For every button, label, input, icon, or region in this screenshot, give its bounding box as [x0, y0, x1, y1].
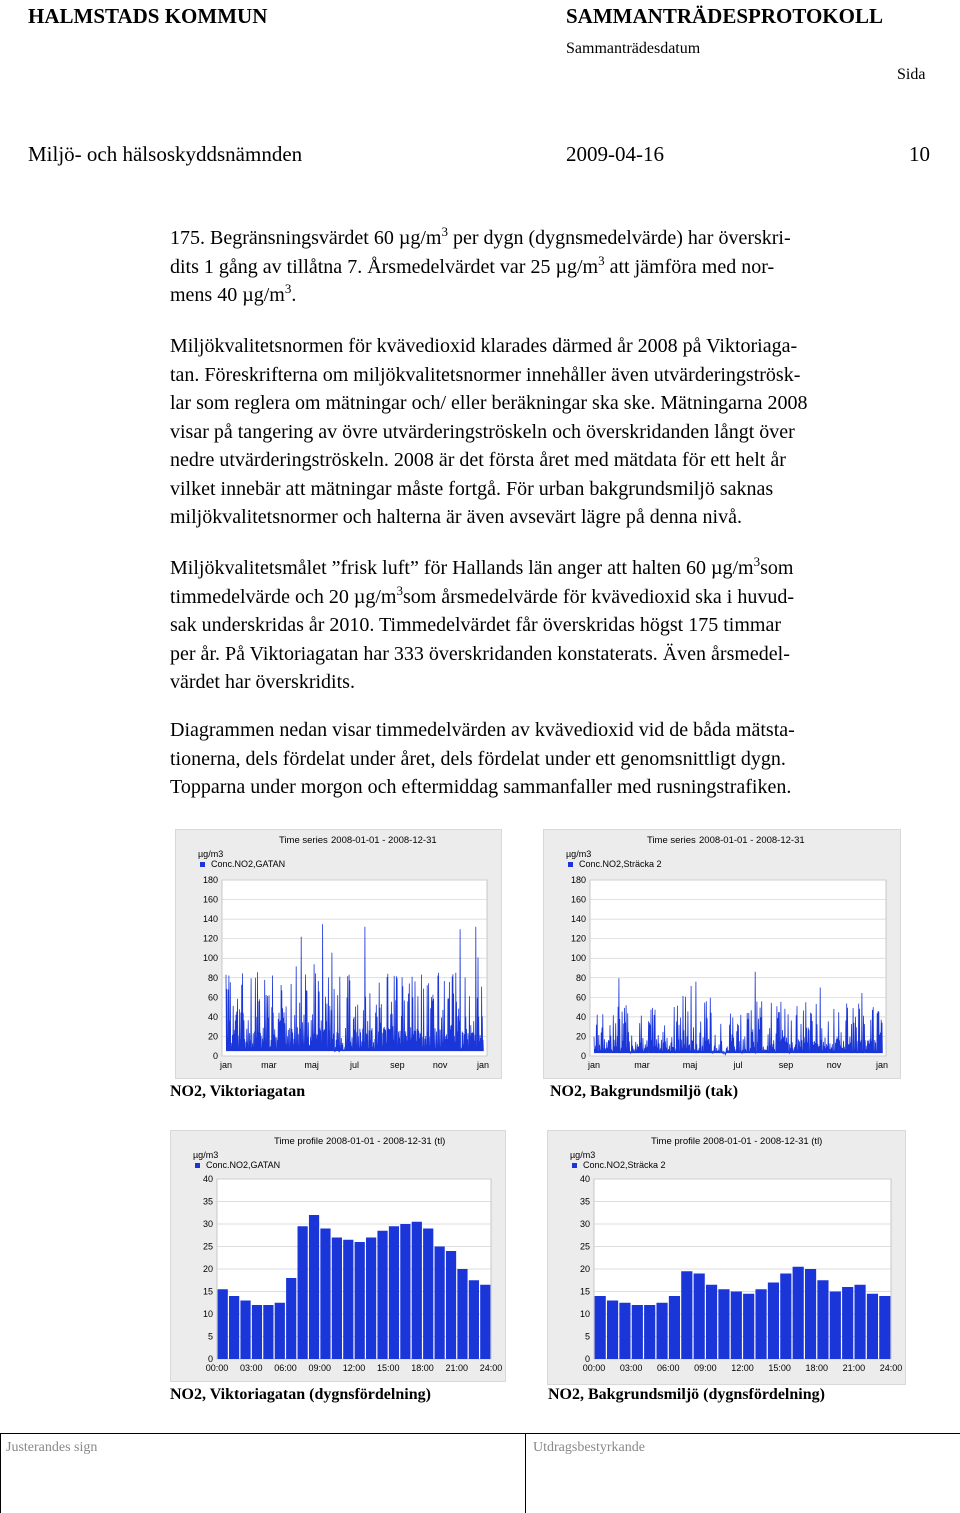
x-tick-label: 12:00: [342, 1363, 366, 1373]
bar: [457, 1269, 467, 1359]
x-tick-label: 15:00: [768, 1363, 791, 1373]
y-tick-label: 5: [207, 1331, 213, 1342]
legend-label: Conc.NO2,GATAN: [206, 1160, 281, 1170]
bar: [694, 1274, 705, 1360]
bar: [275, 1303, 285, 1359]
bar: [309, 1215, 319, 1359]
y-tick-label: 0: [584, 1354, 590, 1364]
committee-name: Miljö- och hälsoskyddsnämnden: [28, 142, 303, 166]
x-tick-label: jan: [219, 1060, 233, 1070]
legend-label: Conc.NO2,Sträcka 2: [583, 1160, 666, 1170]
x-tick-label: jul: [733, 1060, 743, 1070]
bar: [830, 1292, 841, 1360]
bar: [389, 1226, 399, 1359]
document-type: SAMMANTRÄDESPROTOKOLL: [566, 4, 883, 28]
chart-title: Time series: [647, 835, 696, 846]
chart-period: 2008-01-01 - 2008-12-31 (tl): [703, 1136, 823, 1147]
legend-swatch: [572, 1163, 577, 1168]
chart-time-profile-viktoriagatan: [170, 1130, 506, 1382]
chart-4-svg: [548, 1131, 905, 1384]
bar: [218, 1289, 228, 1359]
paragraph-2: Miljökvalitetsnormen för kvävedioxid klarades därmed år 2008 på Viktoriaga- tan. Föreskrifterna om miljökvalitetsnormer innehåller även utvärderingströsk- lar som reglera om mätningar och/ eller beräkningar ska ske. Mätningarna 2008 visar på tangering av övre utvärderingströskeln och överskridanden långt över nedre utvärderingströskeln. 2008 är det första året med mätdata för ett helt år vilket innebär att mätningar måste fortgå. För urban bakgrundsmiljö saknas miljökvalitetsnormer och halterna är även avsevärt lägre på denna nivå.: [170, 335, 808, 528]
chart-period: 2008-01-01 - 2008-12-31: [699, 835, 805, 846]
y-tick-label: 20: [575, 1031, 586, 1042]
bar: [332, 1238, 342, 1360]
x-tick-label: sep: [390, 1060, 405, 1070]
y-axis-unit: µg/m3: [566, 849, 592, 859]
bar: [446, 1251, 456, 1359]
y-tick-label: 10: [579, 1309, 590, 1319]
bar: [286, 1278, 296, 1359]
x-tick-label: nov: [826, 1060, 842, 1070]
chart-period: 2008-01-01 - 2008-12-31 (tl): [326, 1136, 446, 1147]
x-tick-label: sep: [778, 1060, 794, 1070]
x-tick-label: 00:00: [582, 1363, 606, 1373]
footer-divider: [0, 1433, 960, 1434]
bar: [263, 1305, 273, 1359]
chart-3-svg: [171, 1131, 505, 1381]
page-number: 10: [909, 142, 930, 166]
bar: [355, 1242, 365, 1359]
x-tick-label: 00:00: [205, 1363, 229, 1373]
chart-title: Time profile: [651, 1136, 701, 1147]
x-tick-label: 03:00: [239, 1363, 263, 1373]
y-tick-label: 180: [570, 875, 586, 885]
legend-label: Conc.NO2,Sträcka 2: [579, 859, 662, 869]
chart-title: Time profile: [274, 1136, 324, 1147]
bar: [366, 1238, 376, 1360]
caption-viktoriagatan: NO2, Viktoriagatan: [170, 1083, 306, 1100]
y-tick-label: 140: [570, 914, 586, 925]
bar: [435, 1247, 445, 1360]
y-tick-label: 160: [570, 894, 586, 905]
y-tick-label: 80: [207, 972, 218, 983]
bar: [755, 1289, 766, 1359]
bar: [793, 1267, 804, 1359]
page-label: Sida: [897, 66, 926, 83]
y-tick-label: 15: [202, 1286, 213, 1297]
y-axis-unit: µg/m3: [570, 1150, 596, 1160]
x-tick-label: maj: [682, 1060, 698, 1070]
x-tick-label: 12:00: [731, 1363, 754, 1373]
org-name: HALMSTADS KOMMUN: [28, 4, 268, 28]
y-tick-label: 140: [202, 914, 218, 925]
x-tick-label: 09:00: [308, 1363, 332, 1373]
legend-label: Conc.NO2,GATAN: [211, 859, 286, 869]
y-tick-label: 40: [207, 1011, 218, 1022]
x-tick-label: 24:00: [479, 1363, 503, 1373]
y-tick-label: 25: [202, 1241, 213, 1252]
bar: [644, 1305, 655, 1359]
bar: [377, 1231, 387, 1359]
bar: [718, 1289, 729, 1359]
y-tick-label: 100: [202, 953, 218, 964]
meeting-date: 2009-04-16: [566, 142, 664, 166]
y-tick-label: 0: [207, 1354, 213, 1364]
bar: [669, 1296, 680, 1359]
bar: [632, 1305, 643, 1359]
footer-signature-label: Justerandes sign: [6, 1440, 98, 1455]
x-tick-label: 18:00: [805, 1363, 829, 1373]
y-tick-label: 60: [575, 992, 586, 1003]
chart-time-series-background: [543, 829, 901, 1079]
bar: [412, 1222, 422, 1359]
bar: [469, 1280, 479, 1359]
bar: [229, 1296, 239, 1359]
x-tick-label: mar: [634, 1060, 650, 1070]
x-tick-label: jan: [476, 1060, 490, 1070]
bar: [867, 1294, 878, 1359]
bar: [731, 1292, 742, 1360]
x-tick-label: 21:00: [445, 1363, 469, 1373]
y-tick-label: 160: [202, 894, 218, 905]
bar: [817, 1280, 828, 1359]
x-tick-label: jan: [587, 1060, 601, 1070]
bar: [619, 1303, 630, 1359]
y-tick-label: 80: [575, 972, 586, 983]
y-axis-unit: µg/m3: [193, 1150, 219, 1160]
x-tick-label: 18:00: [411, 1363, 434, 1373]
y-tick-label: 15: [579, 1286, 590, 1297]
legend-swatch: [200, 862, 205, 867]
y-tick-label: 100: [570, 953, 586, 964]
paragraph-3: Miljökvalitetsmålet ”frisk luft” för Hallands län anger att halten 60 $\mu g/m^3som$ timmedelvärde och 20 $\mu g/m^3som$ årsmedelvärde för kvävedioxid ska i huvud- sak underskridas år 2010. Timmedelvärdet får överskridas högst 175 timmar per år. På Viktoriagatan har 333 överskridanden konstaterats. Även årsmedel- värdet har överskridits.: [170, 554, 794, 693]
x-tick-label: 24:00: [879, 1363, 903, 1373]
y-tick-label: 40: [202, 1174, 213, 1184]
y-tick-label: 0: [580, 1051, 586, 1061]
bar: [656, 1303, 667, 1359]
bar: [805, 1269, 816, 1359]
x-tick-label: 06:00: [274, 1363, 297, 1373]
bar: [400, 1224, 410, 1359]
legend-swatch: [568, 862, 573, 867]
y-tick-label: 20: [202, 1264, 213, 1274]
x-tick-label: nov: [432, 1060, 448, 1070]
caption-background-daily: NO2, Bakgrundsmiljö (dygnsfördelning): [548, 1386, 825, 1403]
bar: [423, 1229, 433, 1360]
y-tick-label: 10: [202, 1309, 213, 1319]
x-tick-label: jul: [349, 1060, 360, 1070]
chart-title: Time series: [279, 835, 328, 846]
y-tick-label: 180: [202, 875, 218, 885]
footer-middle-border: [525, 1433, 526, 1513]
bar: [706, 1285, 717, 1359]
bar: [595, 1296, 606, 1359]
bar: [879, 1296, 890, 1359]
x-tick-label: jan: [875, 1060, 889, 1070]
bar: [681, 1271, 692, 1359]
x-tick-label: 03:00: [619, 1363, 643, 1373]
bar: [780, 1274, 791, 1360]
y-tick-label: 20: [579, 1264, 590, 1274]
y-tick-label: 30: [579, 1219, 590, 1229]
y-tick-label: 40: [579, 1174, 590, 1184]
x-tick-label: 21:00: [842, 1363, 866, 1373]
bar: [607, 1301, 618, 1360]
paragraph-4: Diagrammen nedan visar timmedelvärden av kvävedioxid vid de båda mätsta- tionerna, dels fördelat under året, dels fördelat under ett genomsnittligt dygn. Topparna under morgon och eftermiddag sammanfaller med rusningstrafiken.: [170, 719, 795, 798]
chart-time-series-viktoriagatan: [175, 829, 502, 1079]
paragraph-1: 175. Begränsningsvärdet 60 $\mu g/m^3$ per dygn (dygnsmedelvärde) har överskri- dits 1 gång av tillåtna 7. Årsmedelvärdet var 25 $\mu g/m^3$ att jämföra med nor- mens 40 $\mu g/m^3$.: [170, 224, 791, 306]
bar: [343, 1240, 353, 1359]
bar: [768, 1283, 779, 1360]
y-tick-label: 5: [584, 1331, 590, 1342]
legend-swatch: [195, 1163, 200, 1168]
footer-verification-label: Utdragsbestyrkande: [533, 1440, 645, 1455]
x-tick-label: 15:00: [376, 1363, 400, 1373]
footer-left-border: [0, 1433, 1, 1513]
bar: [240, 1301, 250, 1360]
chart-1-svg: [176, 830, 501, 1078]
y-tick-label: 40: [575, 1011, 586, 1022]
y-axis-unit: µg/m3: [198, 849, 224, 859]
meeting-date-label: Sammanträdesdatum: [566, 40, 701, 57]
bar: [480, 1285, 490, 1359]
y-tick-label: 35: [579, 1196, 590, 1207]
y-tick-label: 120: [570, 933, 586, 944]
chart-period: 2008-01-01 - 2008-12-31: [331, 835, 437, 846]
bar: [298, 1226, 308, 1359]
x-tick-label: mar: [261, 1060, 277, 1070]
chart-time-profile-background: [547, 1130, 906, 1385]
bar: [854, 1285, 865, 1359]
bar: [743, 1294, 754, 1359]
bar: [842, 1287, 853, 1359]
x-tick-label: 09:00: [694, 1363, 717, 1373]
y-tick-label: 60: [207, 992, 218, 1003]
y-tick-label: 120: [202, 933, 218, 944]
caption-background: NO2, Bakgrundsmiljö (tak): [550, 1083, 739, 1100]
y-tick-label: 30: [202, 1219, 213, 1229]
y-tick-label: 25: [579, 1241, 590, 1252]
chart-2-svg: [544, 830, 900, 1078]
bar: [252, 1305, 262, 1359]
y-tick-label: 20: [207, 1031, 218, 1042]
y-tick-label: 0: [212, 1051, 218, 1061]
y-tick-label: 35: [202, 1196, 213, 1207]
caption-viktoriagatan-daily: NO2, Viktoriagatan (dygnsfördelning): [170, 1386, 431, 1403]
x-tick-label: maj: [304, 1060, 319, 1070]
x-tick-label: 06:00: [656, 1363, 680, 1373]
bar: [320, 1229, 330, 1360]
